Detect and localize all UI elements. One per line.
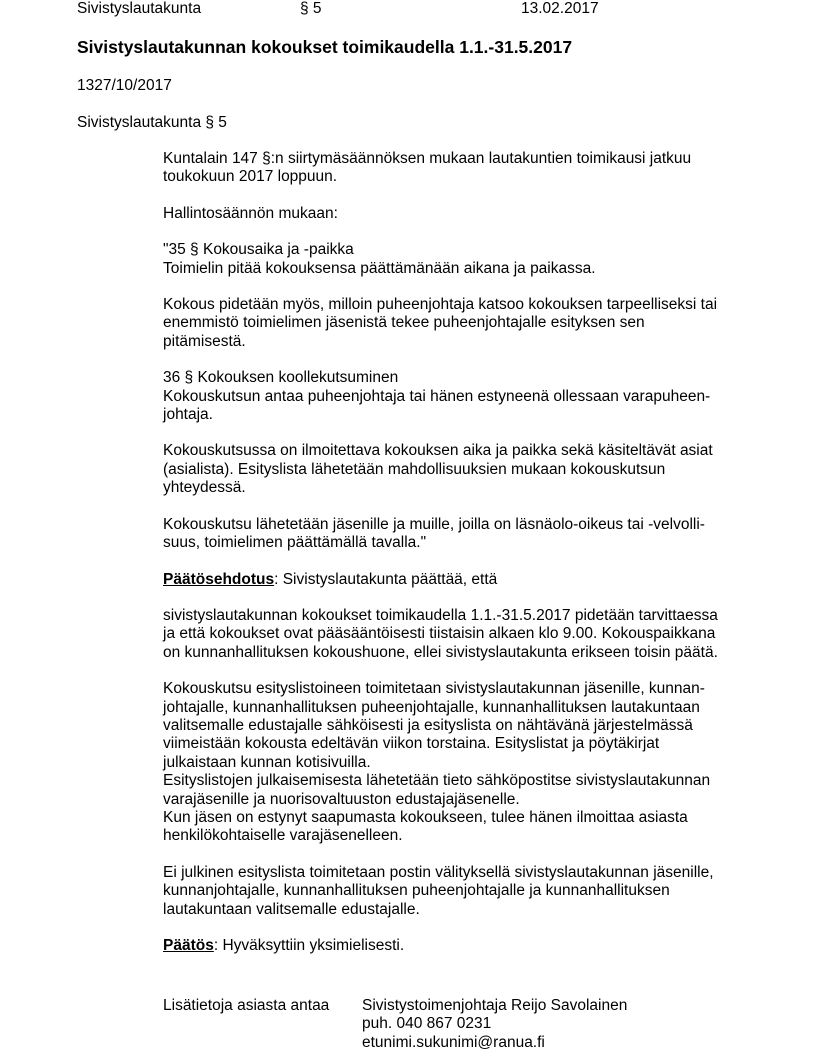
paragraph (163, 205, 763, 223)
text-line: (asialista). Esityslista lähetetään mahdollisuuksien mukaan kokouskutsun (163, 460, 666, 478)
text-line: enemmistö toimielimen jäsenistä tekee puheenjohtajalle esityksen sen (163, 314, 645, 332)
text-line: johtaja. (163, 406, 213, 424)
paragraph (163, 442, 763, 497)
paragraph (163, 296, 763, 351)
contact-email: etunimi.sukunimi@ranua.fi (362, 1033, 545, 1051)
paragraph (163, 680, 763, 846)
text-line: sivistyslautakunnan kokoukset toimikaudella 1.1.-31.5.2017 pidetään tarvittaessa (163, 606, 718, 624)
text-line: pitämisestä. (163, 332, 246, 350)
decision-text: : Hyväksyttiin yksimielisesti. (213, 937, 405, 954)
text-line: suus, toimielimen päättämällä tavalla." (163, 534, 427, 552)
proposal-text: : Sivistyslautakunta päättää, että (274, 570, 498, 588)
text-line: "35 § Kokousaika ja -paikka (163, 241, 354, 259)
text-line: johtajalle, kunnanhallituksen puheenjohtajalle, kunnanhallituksen lautakuntaan (163, 698, 700, 716)
text-line: on kunnanhallituksen kokoushuone, ellei sivistyslautakunta erikseen toisin päätä. (163, 643, 718, 661)
text-line: toukokuun 2017 loppuun. (163, 168, 338, 186)
text-line: Kokouskutsu lähetetään jäsenille ja muille, joilla on läsnäolo-oikeus tai -velvolli- (163, 515, 705, 533)
paragraph (163, 241, 763, 278)
header-section: § 5 (300, 0, 322, 17)
text-line: kunnanjohtajalle, kunnanhallituksen puheenjohtajalle ja kunnanhallituksen (163, 882, 670, 900)
text-line: Kokous pidetään myös, milloin puheenjohtaja katsoo kokouksen tarpeelliseksi tai (163, 296, 718, 314)
text-line: ja että kokoukset ovat pääsääntöisesti tiistaisin alkaen klo 9.00. Kokouspaikkana (163, 625, 716, 643)
proposal-label: Päätösehdotus (163, 570, 275, 588)
text-line: valitsemalle edustajalle sähköisesti ja esityslista on nähtävänä järjestelmässä (163, 716, 693, 734)
header-organ: Sivistyslautakunta (77, 0, 202, 17)
text-line: Kuntalain 147 §:n siirtymäsäännöksen mukaan lautakuntien toimikausi jatkuu (163, 150, 692, 167)
document-title: Sivistyslautakunnan kokoukset toimikaudella 1.1.-31.5.2017 (77, 37, 573, 57)
contact-details (362, 997, 627, 1052)
decision-label: Päätös (163, 937, 214, 954)
text-line: Kokouskutsu esityslistoineen toimitetaan sivistyslautakunnan jäsenille, kunnan- (163, 680, 705, 698)
paragraph (163, 607, 763, 662)
record-number: 1327/10/2017 (77, 77, 172, 94)
proposal-heading (163, 571, 763, 589)
text-line: varajäsenille ja nuorisovaltuuston edustajajäsenelle. (163, 790, 520, 808)
text-line: julkaistaan kunnan kotisivuilla. (163, 753, 371, 771)
contact-label: Lisätietoja asiasta antaa (163, 997, 330, 1014)
text-line: lautakuntaan valitsemalle edustajalle. (163, 900, 420, 918)
text-line: yhteydessä. (163, 479, 246, 497)
text-line: viimeistään kokousta edeltävän viikon torstaina. Esityslistat ja pöytäkirjat (163, 735, 660, 753)
paragraph (163, 369, 763, 424)
text-line: Esityslistojen julkaisemisesta lähetetään tieto sähköpostitse sivistyslautakunnan (163, 772, 711, 790)
text-line: Ei julkinen esityslista toimitetaan postin välityksellä sivistyslautakunnan jäsenille, (163, 863, 714, 881)
text-line: Kokouskutsussa on ilmoitettava kokouksen aika ja paikka sekä käsiteltävät asiat (163, 442, 713, 460)
text-line: henkilökohtaiselle varajäsenelleen. (163, 827, 403, 845)
text-line: Kokouskutsun antaa puheenjohtaja tai hänen estyneenä ollessaan varapuheen- (163, 387, 711, 405)
text-line: Hallintosäännön mukaan: (163, 204, 338, 222)
paragraph (163, 864, 763, 919)
contact-phone: puh. 040 867 0231 (362, 1015, 492, 1033)
organ-section: Sivistyslautakunta § 5 (77, 114, 227, 131)
document-body (163, 150, 763, 973)
paragraph (163, 516, 763, 553)
text-line: Kun jäsen on estynyt saapumasta kokoukseen, tulee hänen ilmoittaa asiasta (163, 808, 688, 826)
paragraph (163, 150, 763, 187)
contact-name: Sivistystoimenjohtaja Reijo Savolainen (362, 997, 628, 1014)
text-line: 36 § Kokouksen koollekutsuminen (163, 369, 399, 387)
text-line: Toimielin pitää kokouksensa päättämänään aikana ja paikassa. (163, 259, 596, 277)
decision-line (163, 937, 763, 955)
header-date: 13.02.2017 (521, 0, 599, 17)
